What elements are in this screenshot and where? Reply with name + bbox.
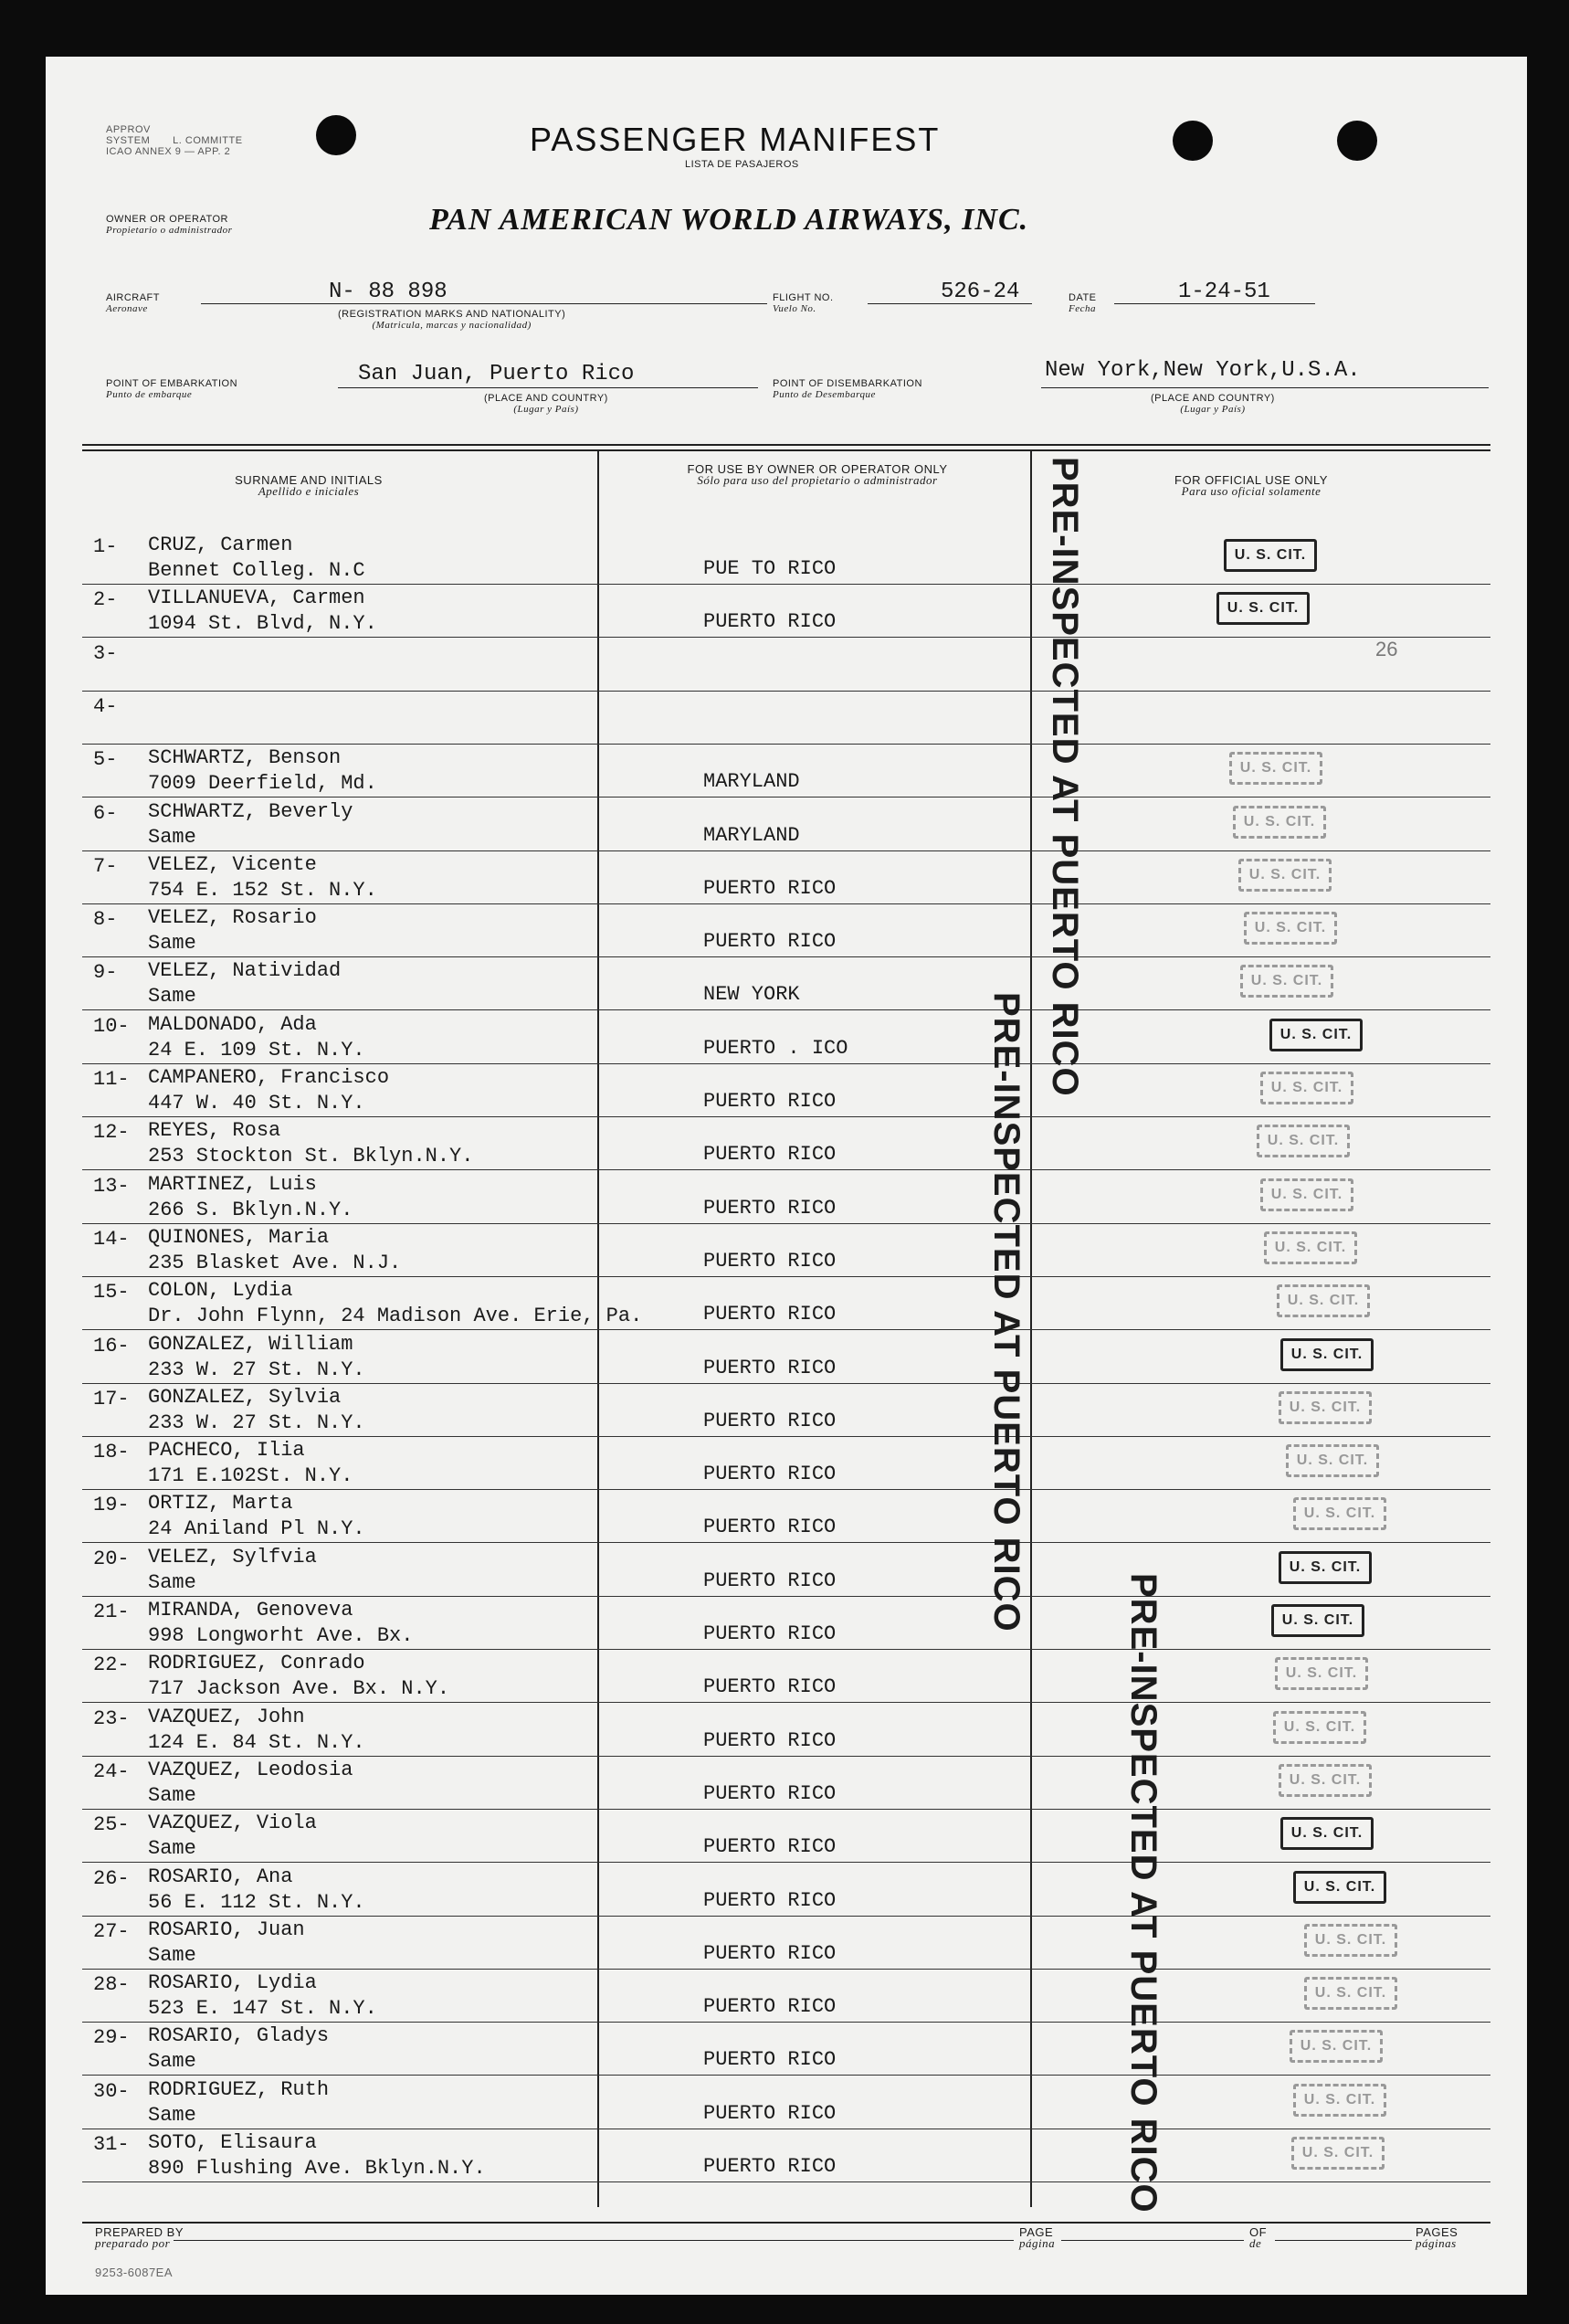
table-top-rule-1 bbox=[82, 444, 1490, 446]
official-header-en: FOR OFFICIAL USE ONLY bbox=[1174, 473, 1328, 487]
us-citizen-stamp: U. S. CIT. bbox=[1280, 1817, 1374, 1850]
us-citizen-stamp: U. S. CIT. bbox=[1216, 592, 1310, 625]
table-top-rule-2 bbox=[82, 449, 1490, 451]
row-number: 29- bbox=[93, 2026, 130, 2050]
passenger-name: CRUZ, Carmen bbox=[148, 533, 293, 556]
passenger-name: SCHWARTZ, Benson bbox=[148, 746, 342, 770]
table-row bbox=[46, 1117, 1527, 1170]
punch-hole-left bbox=[316, 115, 356, 155]
passenger-origin: PUERTO RICO bbox=[703, 1196, 837, 1220]
passenger-address: 754 E. 152 St. N.Y. bbox=[148, 878, 377, 902]
disembark-label-es: Punto de Desembarque bbox=[773, 389, 876, 400]
table-row bbox=[46, 2023, 1527, 2076]
passenger-address: 233 W. 27 St. N.Y. bbox=[148, 1357, 365, 1381]
passenger-name: VELEZ, Sylfvia bbox=[148, 1545, 317, 1569]
page-title: PASSENGER MANIFEST bbox=[530, 121, 941, 158]
us-citizen-stamp: U. S. CIT. bbox=[1279, 1551, 1372, 1584]
table-row bbox=[46, 1704, 1527, 1757]
approval-line-2: SYSTEM bbox=[106, 135, 151, 146]
table-row bbox=[46, 639, 1527, 692]
row-number: 2- bbox=[93, 588, 118, 612]
passenger-origin: PUERTO RICO bbox=[703, 1941, 837, 1965]
row-number: 4- bbox=[93, 694, 118, 718]
disembark-value: New York,New York,U.S.A. bbox=[1045, 358, 1361, 383]
form-code: 9253-6087EA bbox=[95, 2266, 174, 2279]
passenger-origin: PUERTO RICO bbox=[703, 1090, 837, 1113]
passenger-address: Bennet Colleg. N.C bbox=[148, 559, 365, 582]
flight-label bbox=[773, 292, 834, 314]
passenger-origin: PUERTO RICO bbox=[703, 1249, 837, 1273]
embark-value: San Juan, Puerto Rico bbox=[358, 362, 635, 386]
flight-value: 526-24 bbox=[941, 280, 1020, 304]
us-citizen-stamp: U. S. CIT. bbox=[1279, 1764, 1372, 1797]
surname-column-header bbox=[144, 475, 473, 497]
passenger-name: QUINONES, Maria bbox=[148, 1225, 330, 1249]
table-row bbox=[46, 1544, 1527, 1597]
pages-label-en: PAGES bbox=[1416, 2225, 1458, 2239]
passenger-name: MARTINEZ, Luis bbox=[148, 1172, 317, 1196]
passenger-name: ROSARIO, Ana bbox=[148, 1864, 293, 1888]
table-row bbox=[46, 1331, 1527, 1384]
registration-note-en: (REGISTRATION MARKS AND NATIONALITY) bbox=[338, 309, 566, 320]
page-label-en: PAGE bbox=[1019, 2225, 1054, 2239]
table-row bbox=[46, 1011, 1527, 1064]
row-rule bbox=[82, 2181, 1490, 2182]
passenger-name: VAZQUEZ, Leodosia bbox=[148, 1758, 353, 1781]
row-number: 15- bbox=[93, 1281, 130, 1305]
prepared-underline bbox=[174, 2240, 1014, 2241]
passenger-name: REYES, Rosa bbox=[148, 1119, 281, 1143]
passenger-origin: PUERTO RICO bbox=[703, 1995, 837, 2019]
manifest-page bbox=[46, 57, 1527, 2295]
row-number: 23- bbox=[93, 1706, 130, 1730]
pages-label-es: páginas bbox=[1416, 2236, 1457, 2250]
us-citizen-stamp: U. S. CIT. bbox=[1233, 806, 1326, 839]
of-label bbox=[1249, 2227, 1267, 2249]
passenger-address: 7009 Deerfield, Md. bbox=[148, 772, 377, 796]
us-citizen-stamp: U. S. CIT. bbox=[1244, 912, 1337, 945]
passenger-address: 235 Blasket Ave. N.J. bbox=[148, 1251, 402, 1274]
surname-header-es: Apellido e iniciales bbox=[258, 484, 360, 498]
us-citizen-stamp: U. S. CIT. bbox=[1238, 859, 1332, 892]
passenger-address: Same bbox=[148, 1783, 196, 1807]
passenger-address: 266 S. Bklyn.N.Y. bbox=[148, 1198, 353, 1221]
passenger-origin: PUERTO RICO bbox=[703, 2101, 837, 2125]
passenger-origin: PUERTO RICO bbox=[703, 1888, 837, 1912]
passenger-address: 24 Aniland Pl N.Y. bbox=[148, 1517, 365, 1541]
row-number: 27- bbox=[93, 1919, 130, 1943]
passenger-address: 1094 St. Blvd, N.Y. bbox=[148, 612, 377, 636]
of-label-es: de bbox=[1249, 2236, 1262, 2250]
disembark-place-note-en: (PLACE AND COUNTRY) bbox=[1151, 393, 1275, 404]
passenger-name: VELEZ, Natividad bbox=[148, 959, 342, 983]
passenger-name: VELEZ, Rosario bbox=[148, 906, 317, 930]
row-number: 24- bbox=[93, 1759, 130, 1783]
disembark-underline bbox=[1041, 387, 1489, 388]
passenger-address: 56 E. 112 St. N.Y. bbox=[148, 1890, 365, 1914]
passenger-address: 171 E.102St. N.Y. bbox=[148, 1464, 353, 1488]
table-row bbox=[46, 532, 1527, 585]
table-row bbox=[46, 1064, 1527, 1117]
passenger-origin: PUERTO RICO bbox=[703, 1143, 837, 1167]
passenger-origin: PUERTO RICO bbox=[703, 1781, 837, 1805]
table-row bbox=[46, 904, 1527, 957]
passenger-origin: PUERTO RICO bbox=[703, 1728, 837, 1752]
table-row bbox=[46, 2076, 1527, 2129]
table-row bbox=[46, 957, 1527, 1010]
row-number: 13- bbox=[93, 1174, 130, 1198]
passenger-name: RODRIGUEZ, Ruth bbox=[148, 2077, 330, 2101]
passenger-address: Same bbox=[148, 985, 196, 1009]
row-number: 21- bbox=[93, 1600, 130, 1623]
passenger-address: Same bbox=[148, 1943, 196, 1967]
aircraft-label-es: Aeronave bbox=[106, 303, 148, 314]
us-citizen-stamp: U. S. CIT. bbox=[1260, 1178, 1353, 1211]
passenger-name: RODRIGUEZ, Conrado bbox=[148, 1652, 365, 1675]
passenger-address: Same bbox=[148, 1570, 196, 1594]
approval-block bbox=[106, 124, 243, 157]
row-number: 1- bbox=[93, 535, 118, 558]
embark-place-note-en: (PLACE AND COUNTRY) bbox=[484, 393, 608, 404]
margin-note: 26 bbox=[1375, 638, 1398, 660]
page-label-es: página bbox=[1019, 2236, 1056, 2250]
registration-note bbox=[338, 309, 565, 331]
table-row bbox=[46, 1224, 1527, 1277]
passenger-address: 998 Longworht Ave. Bx. bbox=[148, 1624, 414, 1647]
passenger-origin: PUERTO RICO bbox=[703, 610, 837, 634]
row-number: 25- bbox=[93, 1813, 130, 1837]
table-row bbox=[46, 1864, 1527, 1917]
us-citizen-stamp: U. S. CIT. bbox=[1293, 1497, 1386, 1530]
row-number: 3- bbox=[93, 641, 118, 665]
table-row bbox=[46, 2129, 1527, 2182]
passenger-origin: PUERTO RICO bbox=[703, 2155, 837, 2178]
table-row bbox=[46, 798, 1527, 851]
us-citizen-stamp: U. S. CIT. bbox=[1280, 1338, 1374, 1371]
passenger-origin: PUERTO RICO bbox=[703, 876, 837, 900]
owner-use-header-en: FOR USE BY OWNER OR OPERATOR ONLY bbox=[687, 462, 948, 476]
embark-label-es: Punto de embarque bbox=[106, 389, 193, 400]
us-citizen-stamp: U. S. CIT. bbox=[1271, 1604, 1364, 1637]
passenger-name: PACHECO, Ilia bbox=[148, 1439, 305, 1463]
passenger-address: Same bbox=[148, 2050, 196, 2074]
passenger-origin: PUERTO RICO bbox=[703, 1835, 837, 1859]
passenger-name: VELEZ, Vicente bbox=[148, 852, 317, 876]
table-row bbox=[46, 1757, 1527, 1810]
owner-label-es: Propietario o administrador bbox=[106, 225, 233, 236]
date-label-es: Fecha bbox=[1069, 303, 1096, 314]
us-citizen-stamp: U. S. CIT. bbox=[1229, 752, 1322, 785]
owner-use-column-header bbox=[676, 464, 959, 486]
official-header-es: Para uso oficial solamente bbox=[1181, 484, 1322, 498]
passenger-address: 890 Flushing Ave. Bklyn.N.Y. bbox=[148, 2157, 486, 2180]
disembark-place-note bbox=[1151, 393, 1275, 415]
page-title-es: LISTA DE PASAJEROS bbox=[685, 159, 799, 170]
passenger-origin: PUERTO RICO bbox=[703, 1675, 837, 1699]
row-number: 10- bbox=[93, 1014, 130, 1038]
passenger-name: VILLANUEVA, Carmen bbox=[148, 586, 365, 610]
registration-note-es: (Matricula, marcas y nacionalidad) bbox=[372, 320, 532, 331]
passenger-name: GONZALEZ, William bbox=[148, 1332, 353, 1356]
table-row bbox=[46, 692, 1527, 745]
prepared-label bbox=[95, 2227, 184, 2249]
aircraft-label bbox=[106, 292, 160, 314]
us-citizen-stamp: U. S. CIT. bbox=[1279, 1391, 1372, 1424]
approval-line-1: APPROV bbox=[106, 124, 151, 135]
passenger-address: 447 W. 40 St. N.Y. bbox=[148, 1092, 365, 1114]
passenger-origin: PUERTO RICO bbox=[703, 1516, 837, 1539]
us-citizen-stamp: U. S. CIT. bbox=[1304, 1924, 1397, 1957]
pages-label bbox=[1416, 2227, 1458, 2249]
row-number: 28- bbox=[93, 1973, 130, 1997]
us-citizen-stamp: U. S. CIT. bbox=[1290, 2030, 1383, 2063]
owner-value: PAN AMERICAN WORLD AIRWAYS, INC. bbox=[429, 203, 1029, 237]
table-row bbox=[46, 1171, 1527, 1224]
embark-label-en: POINT OF EMBARKATION bbox=[106, 378, 238, 389]
prepared-label-en: PREPARED BY bbox=[95, 2225, 184, 2239]
passenger-address: 124 E. 84 St. N.Y. bbox=[148, 1730, 365, 1754]
passenger-origin: PUERTO RICO bbox=[703, 1409, 837, 1432]
passenger-address: Same bbox=[148, 1837, 196, 1861]
embark-place-note bbox=[484, 393, 608, 415]
row-number: 11- bbox=[93, 1068, 130, 1091]
us-citizen-stamp: U. S. CIT. bbox=[1286, 1444, 1379, 1477]
date-value: 1-24-51 bbox=[1178, 280, 1270, 304]
disembark-label bbox=[773, 378, 922, 400]
date-label bbox=[1069, 292, 1097, 314]
preinspected-stamp-1: PRE-INSPECTED AT PUERTO RICO bbox=[1045, 457, 1085, 1097]
passenger-address: 717 Jackson Ave. Bx. N.Y. bbox=[148, 1677, 450, 1701]
us-citizen-stamp: U. S. CIT. bbox=[1257, 1125, 1350, 1157]
row-number: 31- bbox=[93, 2133, 130, 2156]
us-citizen-stamp: U. S. CIT. bbox=[1293, 2084, 1386, 2117]
approval-line-3: ICAO ANNEX 9 — APP. 2 bbox=[106, 146, 231, 157]
passenger-name: MIRANDA, Genoveva bbox=[148, 1599, 353, 1622]
passenger-origin: PUERTO RICO bbox=[703, 930, 837, 954]
date-label-en: DATE bbox=[1069, 292, 1097, 303]
row-number: 14- bbox=[93, 1227, 130, 1251]
aircraft-value: N- 88 898 bbox=[329, 280, 448, 304]
row-number: 26- bbox=[93, 1866, 130, 1890]
passenger-name: VAZQUEZ, Viola bbox=[148, 1812, 317, 1835]
table-row bbox=[46, 1437, 1527, 1490]
passenger-name: SCHWARTZ, Beverly bbox=[148, 799, 353, 823]
passenger-name: ORTIZ, Marta bbox=[148, 1492, 293, 1516]
disembark-place-note-es: (Lugar y País) bbox=[1180, 404, 1246, 415]
row-number: 6- bbox=[93, 801, 118, 825]
us-citizen-stamp: U. S. CIT. bbox=[1293, 1871, 1386, 1904]
official-column-header bbox=[1114, 475, 1388, 497]
aircraft-underline bbox=[201, 303, 767, 304]
passenger-name: SOTO, Elisaura bbox=[148, 2131, 317, 2154]
passenger-origin: MARYLAND bbox=[703, 770, 800, 794]
table-row bbox=[46, 585, 1527, 638]
passenger-name: ROSARIO, Lydia bbox=[148, 1971, 317, 1995]
passenger-origin: PUERTO RICO bbox=[703, 1303, 837, 1326]
passenger-origin: PUERTO RICO bbox=[703, 2048, 837, 2072]
us-citizen-stamp: U. S. CIT. bbox=[1224, 539, 1317, 572]
passenger-origin: PUERTO RICO bbox=[703, 1356, 837, 1379]
passenger-address: Same bbox=[148, 932, 196, 956]
of-underline bbox=[1275, 2240, 1412, 2241]
table-row bbox=[46, 1490, 1527, 1543]
row-number: 22- bbox=[93, 1653, 130, 1677]
approval-suffix: L. COMMITTE bbox=[173, 135, 243, 146]
footer-rule bbox=[82, 2222, 1490, 2224]
passenger-address: Same bbox=[148, 825, 196, 849]
row-number: 17- bbox=[93, 1387, 130, 1410]
owner-use-header-es: Sólo para uso del propietario o administrador bbox=[697, 473, 938, 487]
table-row bbox=[46, 1810, 1527, 1863]
us-citizen-stamp: U. S. CIT. bbox=[1260, 1072, 1353, 1104]
table-row bbox=[46, 1384, 1527, 1437]
row-number: 19- bbox=[93, 1494, 130, 1517]
passenger-origin: PUE TO RICO bbox=[703, 557, 837, 580]
table-row bbox=[46, 1917, 1527, 1970]
passenger-name: GONZALEZ, Sylvia bbox=[148, 1385, 342, 1409]
us-citizen-stamp: U. S. CIT. bbox=[1269, 1019, 1363, 1051]
passenger-name: ROSARIO, Juan bbox=[148, 1917, 305, 1941]
embark-place-note-es: (Lugar y País) bbox=[513, 404, 579, 415]
page-label bbox=[1019, 2227, 1055, 2249]
row-number: 30- bbox=[93, 2079, 130, 2103]
us-citizen-stamp: U. S. CIT. bbox=[1264, 1231, 1357, 1264]
passenger-origin: NEW YORK bbox=[703, 983, 800, 1007]
passenger-address: Same bbox=[148, 2103, 196, 2127]
punch-hole-right-1 bbox=[1173, 121, 1213, 161]
row-number: 8- bbox=[93, 908, 118, 932]
disembark-label-en: POINT OF DISEMBARKATION bbox=[773, 378, 922, 389]
flight-label-en: FLIGHT NO. bbox=[773, 292, 834, 303]
owner-label-en: OWNER OR OPERATOR bbox=[106, 214, 228, 225]
row-number: 20- bbox=[93, 1547, 130, 1570]
table-row bbox=[46, 851, 1527, 904]
passenger-address: 24 E. 109 St. N.Y. bbox=[148, 1038, 365, 1062]
passenger-origin: PUERTO RICO bbox=[703, 1463, 837, 1486]
passenger-origin: MARYLAND bbox=[703, 823, 800, 847]
passenger-origin: PUERTO RICO bbox=[703, 1622, 837, 1645]
row-number: 12- bbox=[93, 1121, 130, 1145]
passenger-address: 233 W. 27 St. N.Y. bbox=[148, 1410, 365, 1434]
row-number: 16- bbox=[93, 1334, 130, 1357]
row-number: 18- bbox=[93, 1441, 130, 1464]
row-number: 9- bbox=[93, 961, 118, 985]
passenger-name: COLON, Lydia bbox=[148, 1279, 293, 1303]
row-number: 7- bbox=[93, 854, 118, 878]
passenger-origin: PUERTO . ICO bbox=[703, 1036, 848, 1060]
us-citizen-stamp: U. S. CIT. bbox=[1277, 1284, 1370, 1317]
aircraft-label-en: AIRCRAFT bbox=[106, 292, 160, 303]
us-citizen-stamp: U. S. CIT. bbox=[1291, 2137, 1385, 2170]
of-label-en: OF bbox=[1249, 2225, 1268, 2239]
owner-label bbox=[106, 214, 232, 236]
passenger-name: VAZQUEZ, John bbox=[148, 1705, 305, 1728]
table-row bbox=[46, 1650, 1527, 1703]
row-number: 5- bbox=[93, 748, 118, 772]
table-row bbox=[46, 1277, 1527, 1330]
table-row bbox=[46, 745, 1527, 798]
embark-label bbox=[106, 378, 237, 400]
passenger-name: ROSARIO, Gladys bbox=[148, 2024, 330, 2048]
passenger-address: Dr. John Flynn, 24 Madison Ave. Erie, Pa. bbox=[148, 1305, 643, 1328]
embark-underline bbox=[338, 387, 758, 388]
passenger-address: 523 E. 147 St. N.Y. bbox=[148, 1997, 377, 2021]
preinspected-stamp-3: PRE-INSPECTED AT PUERTO RICO bbox=[1123, 1573, 1164, 2213]
table-row bbox=[46, 1970, 1527, 2023]
us-citizen-stamp: U. S. CIT. bbox=[1240, 965, 1333, 998]
page-underline bbox=[1061, 2240, 1244, 2241]
surname-header-en: SURNAME AND INITIALS bbox=[235, 473, 383, 487]
passenger-address: 253 Stockton St. Bklyn.N.Y. bbox=[148, 1145, 474, 1168]
passenger-origin: PUERTO RICO bbox=[703, 1569, 837, 1592]
punch-hole-right-2 bbox=[1337, 121, 1377, 161]
us-citizen-stamp: U. S. CIT. bbox=[1273, 1711, 1366, 1744]
flight-label-es: Vuelo No. bbox=[773, 303, 816, 314]
table-row bbox=[46, 1597, 1527, 1650]
passenger-name: CAMPANERO, Francisco bbox=[148, 1066, 390, 1089]
passenger-name: MALDONADO, Ada bbox=[148, 1012, 317, 1036]
prepared-label-es: preparado por bbox=[95, 2236, 171, 2250]
us-citizen-stamp: U. S. CIT. bbox=[1304, 1977, 1397, 2010]
preinspected-stamp-2: PRE-INSPECTED AT PUERTO RICO bbox=[986, 992, 1027, 1632]
us-citizen-stamp: U. S. CIT. bbox=[1275, 1657, 1368, 1690]
